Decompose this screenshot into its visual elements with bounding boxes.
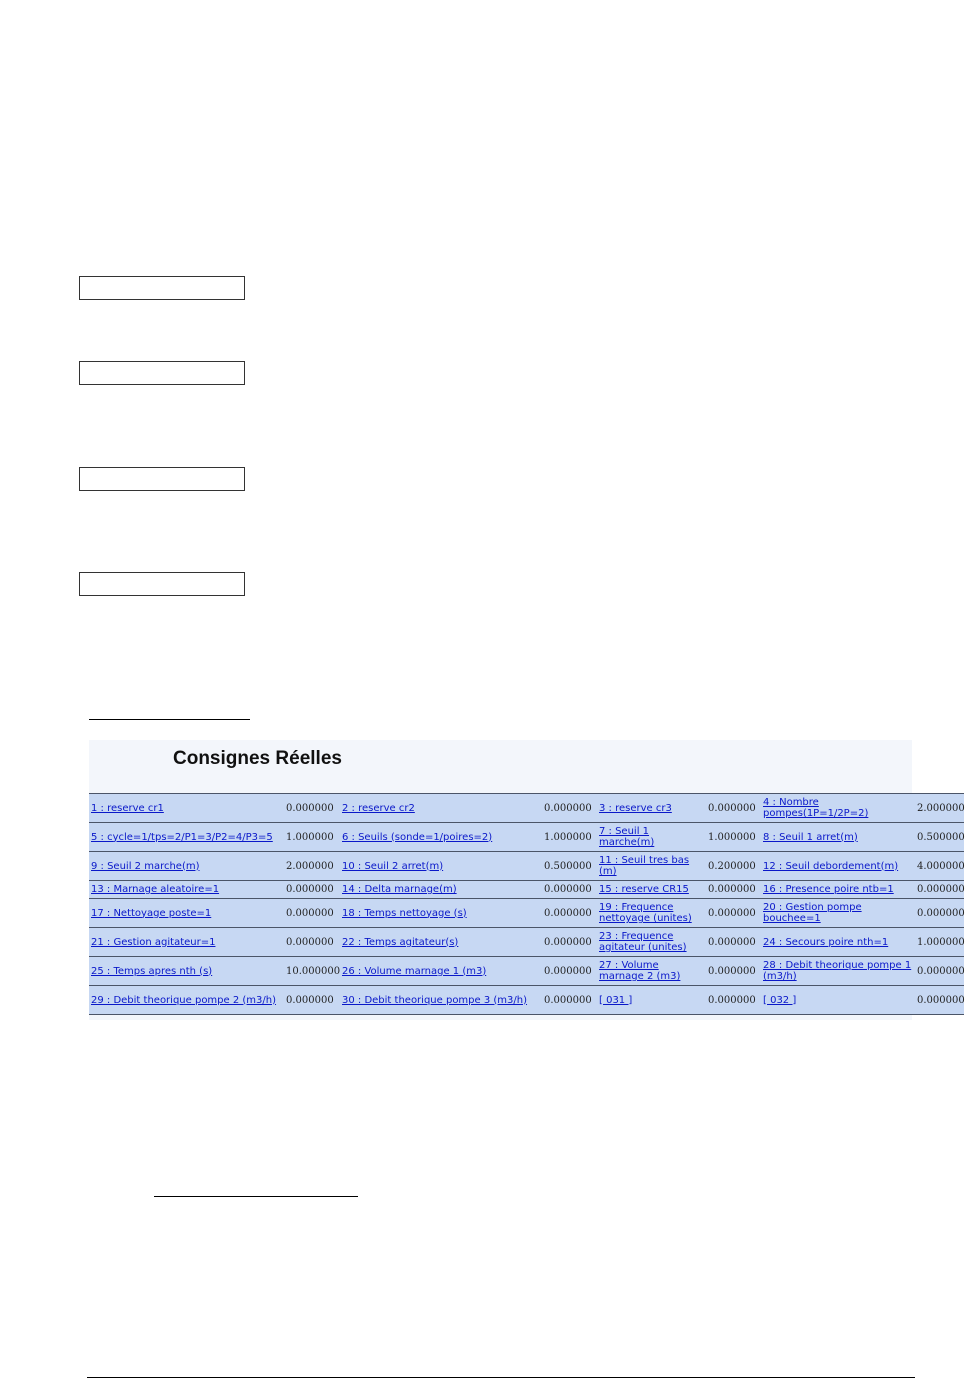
consigne-label-cell <box>89 881 284 899</box>
consigne-value: 0.500000 <box>915 823 964 852</box>
table-row <box>89 986 964 1015</box>
consigne-link[interactable]: 24 : Secours poire nth=1 <box>763 936 889 948</box>
consigne-label-cell <box>761 852 915 881</box>
blank-field-box-4 <box>79 572 245 596</box>
table-row <box>89 899 964 928</box>
consigne-value: 1.000000 <box>706 823 761 852</box>
consigne-link[interactable]: 7 : Seuil 1 marche(m) <box>599 826 655 848</box>
consigne-link[interactable]: 8 : Seuil 1 arret(m) <box>763 831 858 843</box>
consigne-label-cell <box>761 794 915 823</box>
consigne-label-cell <box>761 986 915 1015</box>
consigne-value: 0.000000 <box>284 986 340 1015</box>
blank-field-box-3 <box>79 467 245 491</box>
consigne-link[interactable]: 10 : Seuil 2 arret(m) <box>342 860 444 872</box>
blank-field-box-1 <box>79 276 245 300</box>
consigne-link[interactable]: 11 : Seuil tres bas (m) <box>599 855 690 877</box>
consigne-link[interactable]: 22 : Temps agitateur(s) <box>342 936 459 948</box>
consignes-table-body <box>89 794 964 1015</box>
consigne-value: 0.200000 <box>706 852 761 881</box>
consigne-label-cell <box>340 852 542 881</box>
consigne-link[interactable]: 19 : Frequence nettoyage (unites) <box>599 902 692 924</box>
consigne-label-cell <box>89 794 284 823</box>
consigne-label-cell <box>89 986 284 1015</box>
caption-underline-2 <box>154 1196 358 1197</box>
consigne-value: 0.000000 <box>915 881 964 899</box>
consigne-link[interactable]: 5 : cycle=1/tps=2/P1=3/P2=4/P3=5 <box>91 831 273 843</box>
consigne-value: 10.000000 <box>284 957 340 986</box>
panel-title: Consignes Réelles <box>173 748 342 769</box>
consigne-value: 0.000000 <box>284 899 340 928</box>
consigne-label-cell <box>89 899 284 928</box>
consigne-label-cell <box>340 794 542 823</box>
consigne-link[interactable]: 29 : Debit theorique pompe 2 (m3/h) <box>91 994 277 1006</box>
consigne-label-cell <box>340 986 542 1015</box>
consigne-link[interactable]: 6 : Seuils (sonde=1/poires=2) <box>342 831 493 843</box>
consigne-value: 0.000000 <box>542 794 597 823</box>
consigne-value: 0.000000 <box>542 986 597 1015</box>
consigne-value: 0.000000 <box>706 957 761 986</box>
consigne-label-cell <box>340 928 542 957</box>
consigne-link[interactable]: 2 : reserve cr2 <box>342 802 415 814</box>
consigne-value: 0.500000 <box>542 852 597 881</box>
blank-field-box-2 <box>79 361 245 385</box>
consigne-label-cell <box>89 823 284 852</box>
consigne-value: 0.000000 <box>542 957 597 986</box>
consigne-value: 0.000000 <box>706 881 761 899</box>
consigne-label-cell <box>597 881 706 899</box>
consigne-label-cell <box>340 881 542 899</box>
page-footer-rule <box>87 1377 915 1378</box>
consigne-link[interactable]: 1 : reserve cr1 <box>91 802 164 814</box>
table-row <box>89 957 964 986</box>
consigne-value: 0.000000 <box>706 928 761 957</box>
consigne-link[interactable]: 16 : Presence poire ntb=1 <box>763 884 894 895</box>
consignes-table <box>89 793 964 1015</box>
consigne-value: 1.000000 <box>542 823 597 852</box>
consigne-link[interactable]: 25 : Temps apres nth (s) <box>91 965 213 977</box>
consigne-link[interactable]: 9 : Seuil 2 marche(m) <box>91 860 200 872</box>
consigne-link[interactable]: 4 : Nombre pompes(1P=1/2P=2) <box>763 797 869 819</box>
consigne-label-cell <box>340 899 542 928</box>
table-row <box>89 881 964 899</box>
consigne-link[interactable]: 27 : Volume marnage 2 (m3) <box>599 960 681 982</box>
consigne-value: 0.000000 <box>542 881 597 899</box>
consigne-value: 0.000000 <box>706 986 761 1015</box>
table-row <box>89 823 964 852</box>
consigne-value: 4.000000 <box>915 852 964 881</box>
consigne-link[interactable]: 12 : Seuil debordement(m) <box>763 860 899 872</box>
consigne-label-cell <box>340 823 542 852</box>
consigne-label-cell <box>89 928 284 957</box>
consigne-value: 0.000000 <box>542 928 597 957</box>
table-row <box>89 794 964 823</box>
consigne-value: 0.000000 <box>706 794 761 823</box>
consigne-value: 0.000000 <box>284 794 340 823</box>
consigne-label-cell <box>89 957 284 986</box>
consigne-label-cell <box>597 794 706 823</box>
consigne-value: 2.000000 <box>284 852 340 881</box>
consigne-link[interactable]: 23 : Frequence agitateur (unites) <box>599 931 687 953</box>
consigne-link[interactable]: 15 : reserve CR15 <box>599 884 689 895</box>
caption-underline-1 <box>89 719 250 720</box>
consigne-link[interactable]: 3 : reserve cr3 <box>599 802 672 814</box>
consigne-label-cell <box>597 957 706 986</box>
consigne-link[interactable]: 21 : Gestion agitateur=1 <box>91 936 216 948</box>
consigne-label-cell <box>761 823 915 852</box>
consigne-link[interactable]: 13 : Marnage aleatoire=1 <box>91 884 220 895</box>
consigne-value: 2.000000 <box>915 794 964 823</box>
consignes-panel <box>89 740 965 1020</box>
consigne-link[interactable]: 26 : Volume marnage 1 (m3) <box>342 965 487 977</box>
consigne-link[interactable]: [ 032 ] <box>763 994 797 1006</box>
consigne-label-cell <box>761 957 915 986</box>
consigne-label-cell <box>597 986 706 1015</box>
consigne-value: 0.000000 <box>284 881 340 899</box>
consigne-label-cell <box>340 957 542 986</box>
consigne-value: 1.000000 <box>915 928 964 957</box>
consigne-value: 0.000000 <box>915 899 964 928</box>
consigne-label-cell <box>597 823 706 852</box>
consigne-label-cell <box>761 881 915 899</box>
consigne-link[interactable]: 20 : Gestion pompe bouchee=1 <box>763 902 862 924</box>
table-row <box>89 852 964 881</box>
consigne-link[interactable]: 17 : Nettoyage poste=1 <box>91 907 212 919</box>
consigne-link[interactable]: [ 031 ] <box>599 994 633 1006</box>
consigne-label-cell <box>597 899 706 928</box>
consigne-value: 0.000000 <box>915 986 964 1015</box>
consigne-label-cell <box>89 852 284 881</box>
table-row <box>89 928 964 957</box>
consigne-label-cell <box>761 928 915 957</box>
consigne-label-cell <box>597 852 706 881</box>
consigne-value: 0.000000 <box>542 899 597 928</box>
consigne-value: 0.000000 <box>706 899 761 928</box>
consigne-label-cell <box>597 928 706 957</box>
consigne-link[interactable]: 14 : Delta marnage(m) <box>342 884 457 895</box>
consigne-label-cell <box>761 899 915 928</box>
consigne-link[interactable]: 30 : Debit theorique pompe 3 (m3/h) <box>342 994 528 1006</box>
consigne-value: 1.000000 <box>284 823 340 852</box>
consigne-value: 0.000000 <box>915 957 964 986</box>
consigne-link[interactable]: 18 : Temps nettoyage (s) <box>342 907 467 919</box>
consigne-value: 0.000000 <box>284 928 340 957</box>
consigne-link[interactable]: 28 : Debit theorique pompe 1 (m3/h) <box>763 960 912 982</box>
